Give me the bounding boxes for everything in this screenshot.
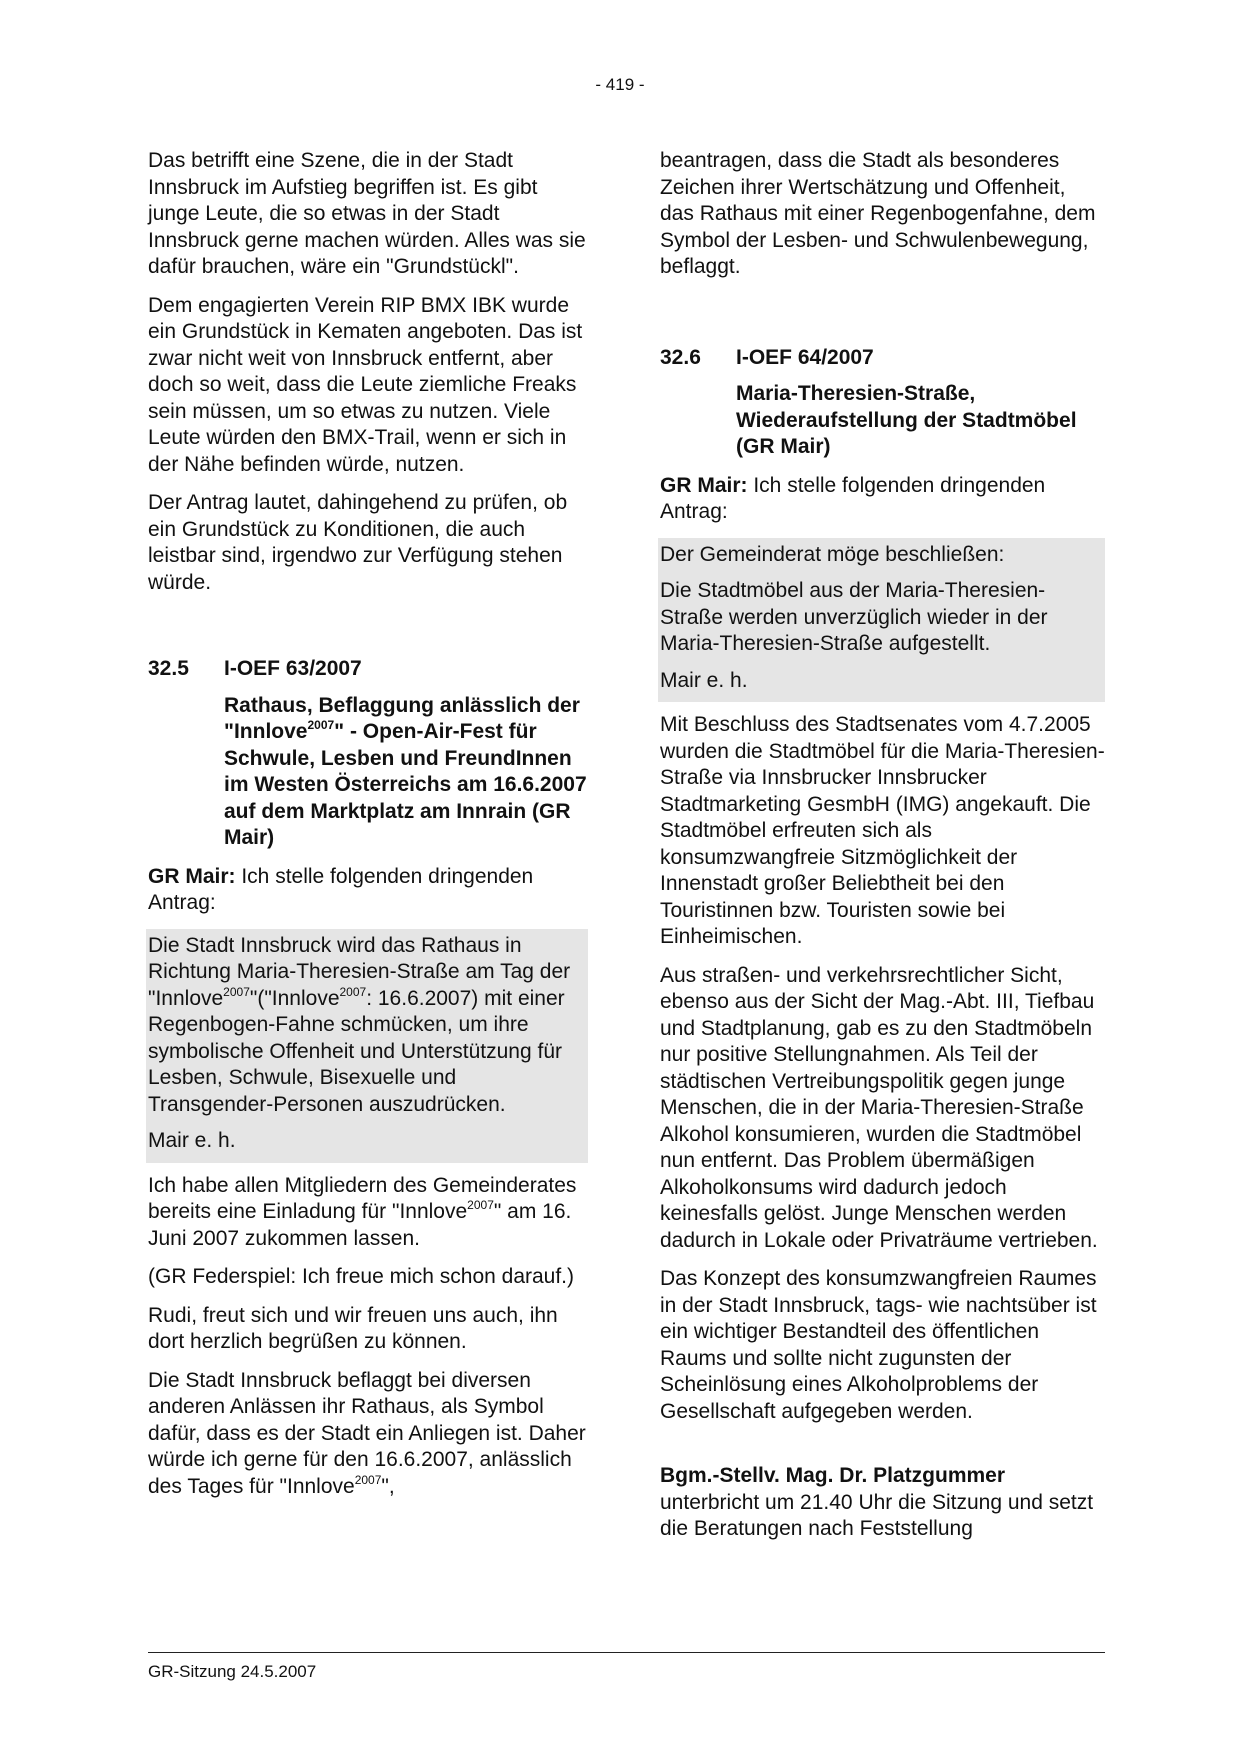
speaker-name: GR Mair: — [660, 473, 748, 497]
motion-text: Die Stadt Innsbruck wird das Rathaus in Richtung Maria-Theresien-Straße am Tag der "Innlove$^{2007}$"("Innlove$^{2007}$: 16.6.2007) mit einer Regenbogen-Fahne schmücken, um ihre symbolische Offenheit und Unterstützung für Lesben, Schwule, Bisexuelle und Transgender-Personen auszudrücken. — [146, 929, 588, 1123]
paragraph: beantragen, dass die Stadt als besonderes Zeichen ihrer Wertschätzung und Offenheit, das Rathaus mit einer Regenbogenfahne, dem Symbol der Lesben- und Schwulenbewegung, beflaggt. — [660, 149, 1096, 278]
footer-text: GR-Sitzung 24.5.2007 — [148, 1662, 317, 1681]
section-number: 32.5 — [148, 657, 189, 680]
paragraph: Die Stadt Innsbruck beflaggt bei diversen anderen Anlässen ihr Rathaus, als Symbol dafür, dass es der Stadt ein Anliegen ist. Daher würde ich gerne für den 16.6.2007, anlässlich des Tages für "Innlove$^{2007}$", — [148, 1368, 586, 1498]
section-code: I-OEF 63/2007 — [224, 657, 362, 680]
motion-box — [660, 538, 1105, 703]
paragraph: Mit Beschluss des Stadtsenates vom 4.7.2005 wurden die Stadtmöbel für die Maria-Theresien-Straße via Innsbrucker Innsbrucker Stadtmarketing GesmbH (IMG) angekauft. Die Stadtmöbel erfreuten sich als konsumzwangfreie Sitzmöglichkeit der Innenstadt großer Beliebtheit bei den Touristinnen bzw. Touristen sowie bei Einheimischen. — [660, 713, 1105, 948]
right-column — [660, 148, 1105, 1555]
section-number: 32.6 — [660, 345, 701, 369]
section-heading-32-5 — [148, 656, 588, 683]
paragraph: Aus straßen- und verkehrsrechtlicher Sicht, ebenso aus der Sicht der Mag.-Abt. III, Tiefbau und Stadtplanung, gab es zu den Stadtmöbeln nur positive Stellungnahmen. Als Teil der städtischen Vertreibungspolitik gegen junge Menschen, die in der Maria-Theresien-Straße Alkohol konsumieren, wurden die Stadtmöbel nun entfernt. Das Problem übermäßigen Alkoholkonsums wird dadurch jedoch keinesfalls gelöst. Junge Menschen werden dadurch in Lokale oder Privaträume vertrieben. — [660, 963, 1098, 1252]
motion-intro: Der Gemeinderat möge beschließen: — [658, 538, 1105, 573]
motion-text: Die Stadtmöbel aus der Maria-Theresien-Straße werden unverzüglich wieder in der Maria-Theresien-Straße aufgestellt. — [658, 572, 1105, 662]
left-column — [148, 148, 588, 1512]
motion-signature: Mair e. h. — [146, 1122, 588, 1163]
speaker-paragraph: GR Mair: Ich stelle folgenden dringenden Antrag: — [660, 473, 1046, 523]
paragraph: Dem engagierten Verein RIP BMX IBK wurde ein Grundstück in Kematen angeboten. Das ist zwar nicht weit von Innsbruck entfernt, aber doch so weit, dass die Leute ziemliche Freaks sein müssen, um so etwas zu nutzen. Viele Leute würden den BMX-Trail, wenn er sich in der Nähe befinden würde, nutzen. — [148, 293, 583, 476]
speaker-name: GR Mair: — [148, 864, 236, 888]
paragraph: Der Antrag lautet, dahingehend zu prüfen, ob ein Grundstück zu Konditionen, die auch leistbar sind, irgendwo zur Verfügung stehen würde. — [148, 491, 568, 594]
section-code: I-OEF 64/2007 — [736, 345, 874, 369]
page-number: - 419 - — [595, 75, 645, 94]
section-title: Rathaus, Beflaggung anlässlich der "Innlove$^{2007}$" - Open-Air-Fest für Schwule, Lesben und FreundInnen im Westen Österreichs am 16.6.2007 auf dem Marktplatz am Innrain (GR Mair) — [224, 693, 587, 849]
paragraph: Bgm.-Stellv. Mag. Dr. Platzgummer unterbricht um 21.40 Uhr die Sitzung und setzt die Beratungen nach Feststellung — [660, 1464, 1094, 1540]
paragraph: Das Konzept des konsumzwangfreien Raumes in der Stadt Innsbruck, tags- wie nachtsüber ist ein wichtiger Bestandteil des öffentlichen Raums und sollte nicht zugunsten der Scheinlösung eines Alkoholproblems der Gesellschaft aufgegeben werden. — [660, 1267, 1097, 1423]
speaker-paragraph: GR Mair: Ich stelle folgenden dringenden Antrag: — [148, 864, 534, 914]
section-heading-32-6 — [660, 345, 1105, 372]
motion-signature: Mair e. h. — [658, 662, 1105, 703]
speaker-name: Bgm.-Stellv. Mag. Dr. Platzgummer — [660, 1464, 1006, 1487]
section-title: Maria-Theresien-Straße, Wiederaufstellung der Stadtmöbel (GR Mair) — [736, 382, 1077, 458]
motion-box — [148, 929, 588, 1163]
paragraph: Ich habe allen Mitgliedern des Gemeinderates bereits eine Einladung für "Innlove$^{2007}$" am 16. Juni 2007 zukommen lassen. — [148, 1173, 577, 1250]
paragraph: (GR Federspiel: Ich freue mich schon darauf.) — [148, 1265, 575, 1288]
paragraph: Das betrifft eine Szene, die in der Stadt Innsbruck im Aufstieg begriffen ist. Es gibt junge Leute, die so etwas in der Stadt Innsbruck gerne machen würden. Alles was sie dafür brauchen, wäre ein "Grundstückl". — [148, 149, 586, 278]
footer-rule — [148, 1652, 1105, 1653]
paragraph: Rudi, freut sich und wir freuen uns auch, ihn dort herzlich begrüßen zu können. — [148, 1303, 558, 1353]
